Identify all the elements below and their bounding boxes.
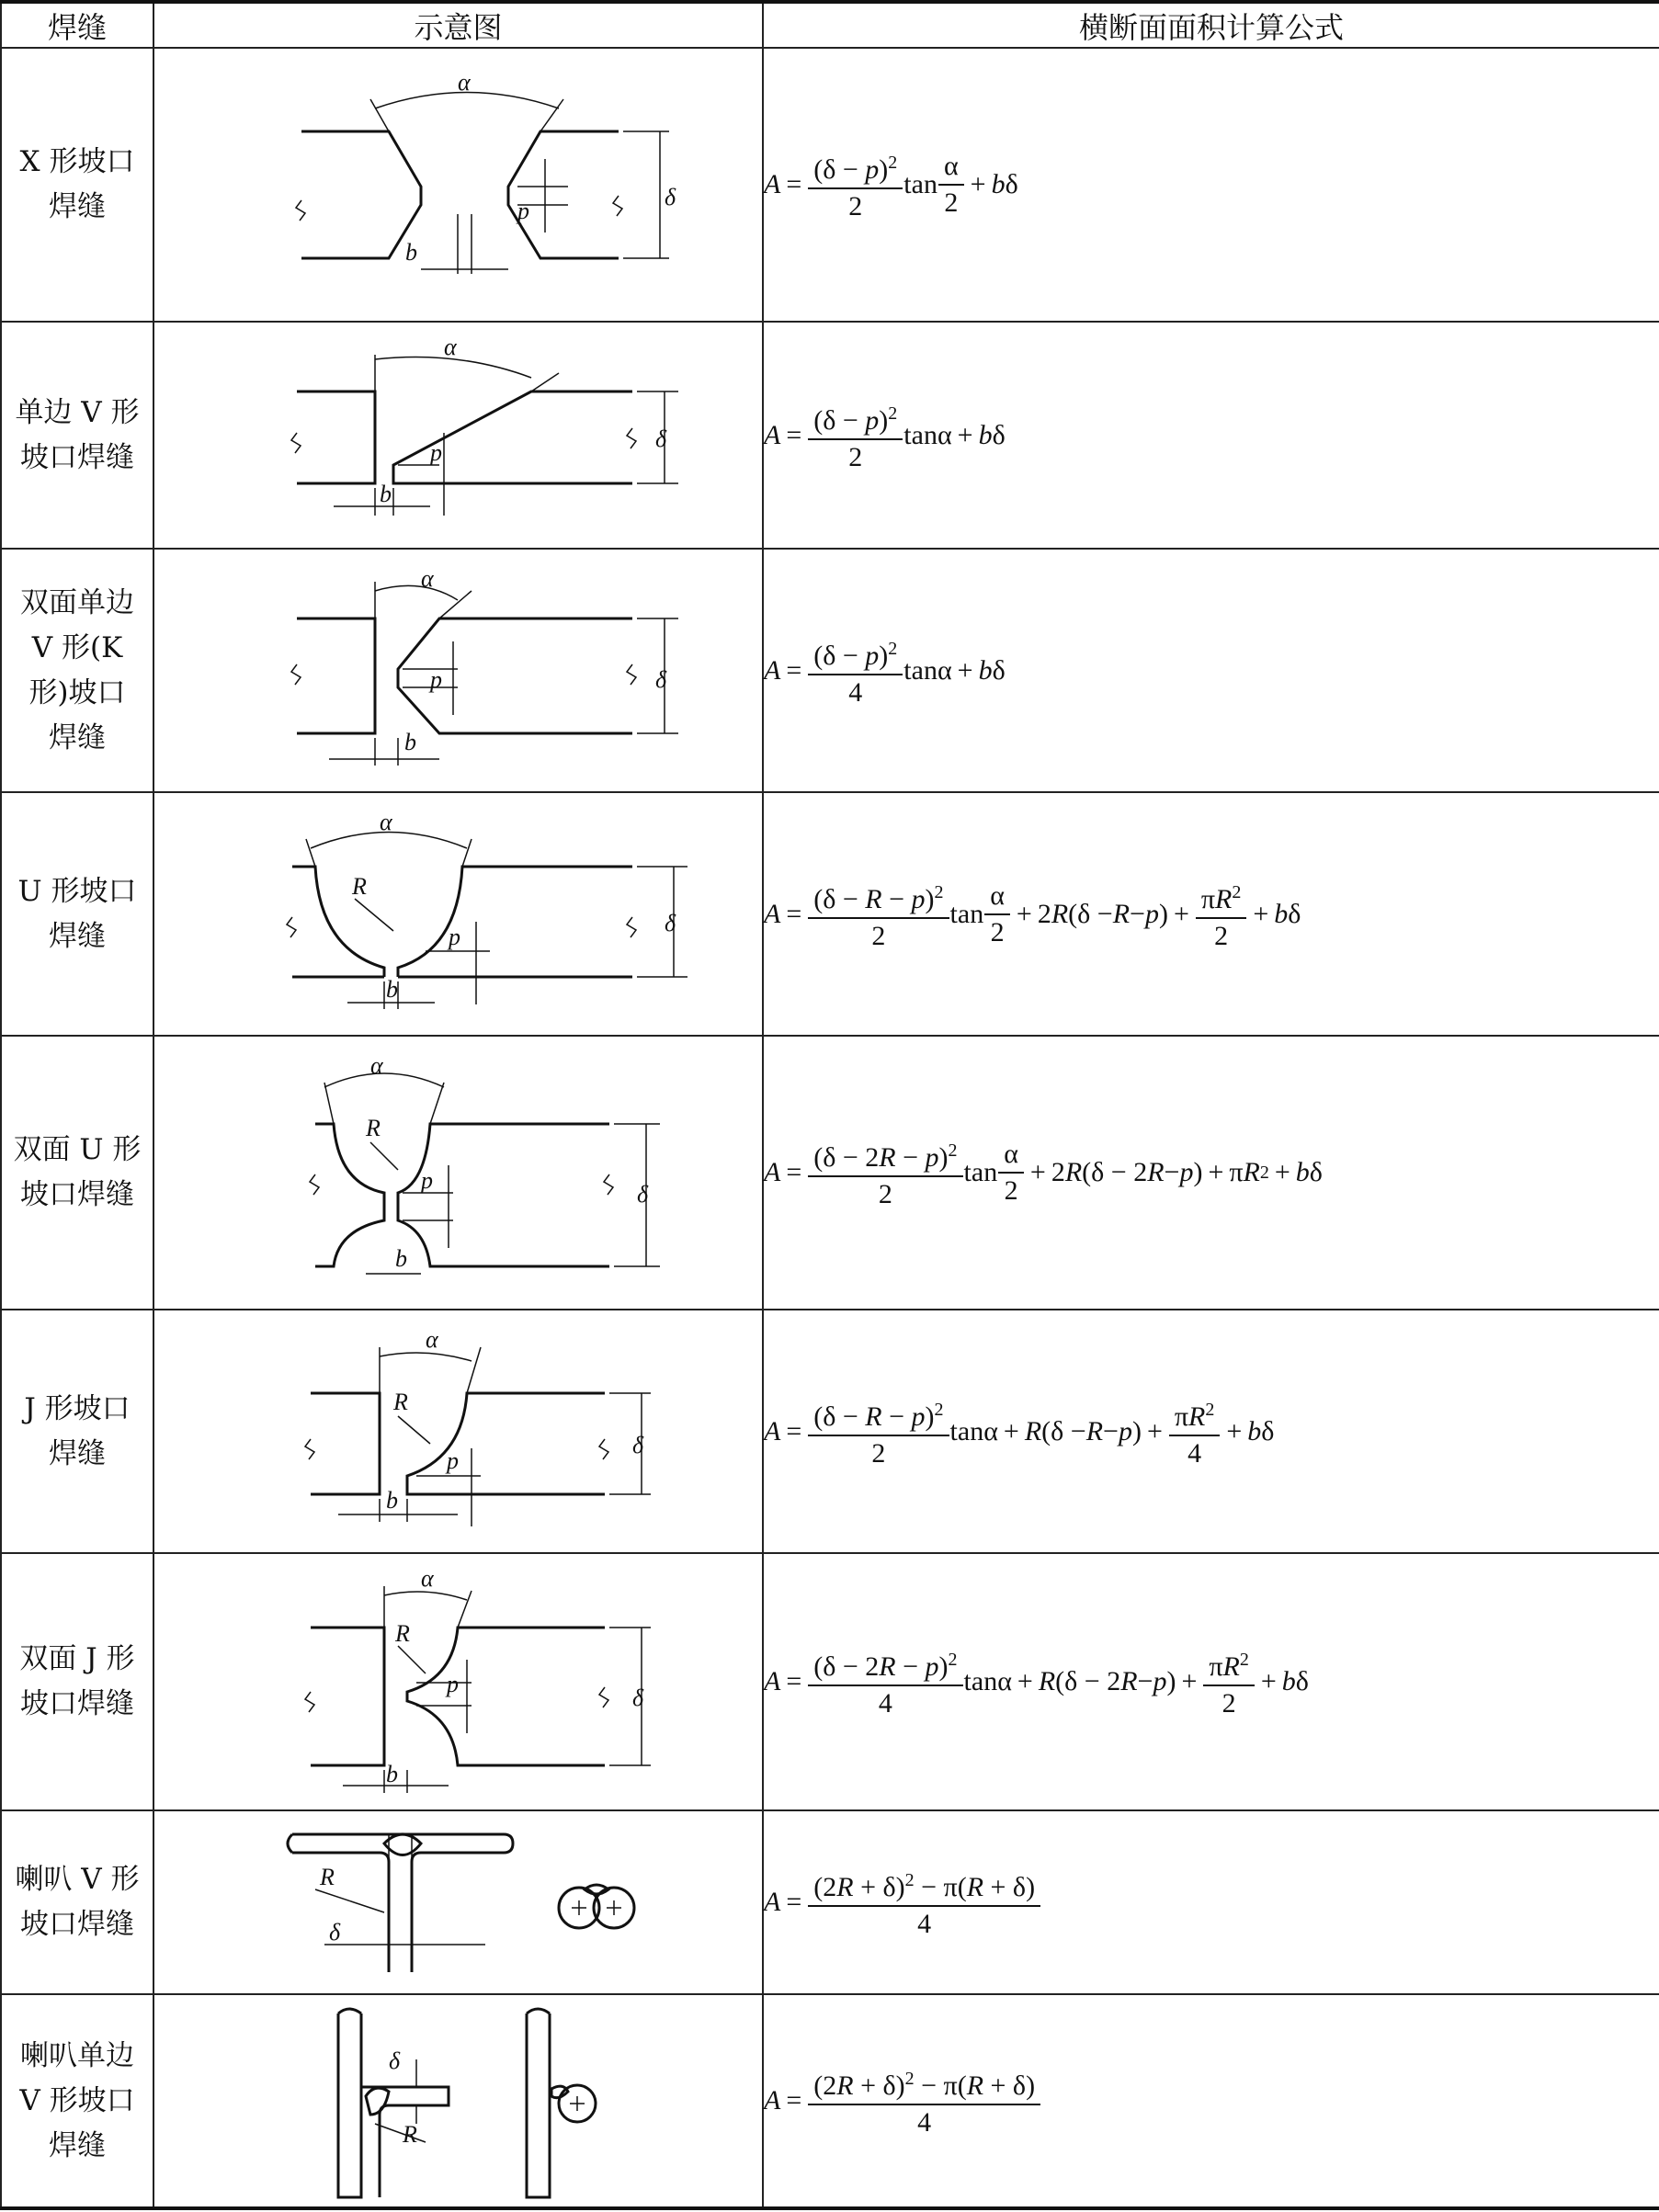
formula-double-u-groove: A = $\frac{(\delta - 2R - p)^2}{2}$ tan $\frac{\alpha}{2}$ + 2 R (δ − 2 R − p ) + π R 2 + b δ bbox=[764, 1133, 1659, 1212]
weld-name: 喇叭单边 V 形坡口 焊缝 bbox=[19, 2038, 135, 2162]
svg-text:b: b bbox=[386, 976, 398, 1003]
formula-flare-v: A = $\frac{(2R + \delta)^2 - \pi(R + \delta)}{4}$ bbox=[764, 1863, 1659, 1942]
svg-text:p: p bbox=[447, 1447, 459, 1474]
svg-text:R: R bbox=[403, 2121, 417, 2148]
header-formula: 横断面面积计算公式 bbox=[763, 2, 1659, 48]
svg-text:p: p bbox=[517, 198, 529, 224]
formula-k-groove: A = $\frac{(\delta - p)^2}{4}$ tanα + b δ bbox=[764, 631, 1659, 710]
table-row bbox=[1, 48, 1659, 322]
formula-x-groove: A = $\frac{(\delta - p)^2}{2}$ tan $\frac{\alpha}{2}$ + b δ bbox=[764, 145, 1659, 224]
svg-text:δ: δ bbox=[665, 184, 676, 210]
svg-text:p: p bbox=[430, 666, 442, 693]
svg-text:α: α bbox=[380, 809, 392, 835]
k-groove-diagram bbox=[154, 550, 764, 791]
svg-text:α: α bbox=[426, 1326, 438, 1353]
svg-text:R: R bbox=[320, 1864, 335, 1890]
flare-v-diagram bbox=[154, 1811, 764, 1993]
j-groove-diagram bbox=[154, 1310, 764, 1552]
formula-u-groove: A = $\frac{(\delta - R - p)^2}{2}$ tan $\frac{\alpha}{2}$ + 2 R (δ − R − p ) + $\frac{\pi R^2}{2}$ + b δ bbox=[764, 875, 1659, 954]
svg-text:R: R bbox=[352, 873, 367, 900]
svg-text:δ: δ bbox=[655, 666, 667, 693]
table-row bbox=[1, 792, 1659, 1036]
svg-text:b: b bbox=[386, 1487, 398, 1514]
weld-name: 双面单边 V 形(K 形)坡口 焊缝 bbox=[20, 585, 134, 754]
header-row bbox=[1, 2, 1659, 48]
svg-text:δ: δ bbox=[632, 1432, 644, 1458]
weld-name: 双面 U 形 坡口焊缝 bbox=[13, 1133, 142, 1211]
svg-text:p: p bbox=[447, 1671, 459, 1697]
svg-text:α: α bbox=[421, 1565, 434, 1592]
header-weld: 焊缝 bbox=[1, 2, 153, 48]
svg-text:δ: δ bbox=[637, 1181, 649, 1208]
weld-name: X 形坡口 焊缝 bbox=[19, 145, 135, 223]
svg-text:p: p bbox=[430, 439, 442, 466]
svg-text:δ: δ bbox=[665, 910, 676, 936]
x-groove-diagram bbox=[154, 49, 764, 321]
svg-text:b: b bbox=[395, 1245, 407, 1272]
u-groove-diagram bbox=[154, 793, 764, 1035]
weld-name: J 形坡口 焊缝 bbox=[24, 1391, 131, 1470]
table-row bbox=[1, 1036, 1659, 1310]
double-u-groove-diagram bbox=[154, 1037, 764, 1309]
svg-text:δ: δ bbox=[632, 1685, 644, 1711]
single-bevel-v-diagram bbox=[154, 323, 764, 548]
table-row bbox=[1, 1994, 1659, 2208]
svg-text:δ: δ bbox=[655, 425, 667, 452]
svg-text:α: α bbox=[444, 334, 457, 360]
svg-text:α: α bbox=[421, 565, 434, 592]
svg-text:b: b bbox=[405, 239, 417, 266]
formula-double-j-groove: A = $\frac{(\delta - 2R - p)^2}{4}$ tanα + R (δ − 2 R − p ) + $\frac{\pi R^2}{2}$ + b δ bbox=[764, 1642, 1659, 1721]
svg-text:p: p bbox=[449, 924, 460, 950]
weld-name: 双面 J 形 坡口焊缝 bbox=[19, 1642, 135, 1720]
table-row bbox=[1, 322, 1659, 549]
table-row bbox=[1, 549, 1659, 792]
svg-text:b: b bbox=[404, 729, 416, 755]
table-row bbox=[1, 1553, 1659, 1810]
svg-text:b: b bbox=[380, 481, 392, 507]
svg-text:R: R bbox=[366, 1115, 381, 1141]
svg-text:R: R bbox=[393, 1389, 408, 1415]
svg-text:δ: δ bbox=[389, 2048, 401, 2074]
formula-j-groove: A = $\frac{(\delta - R - p)^2}{2}$ tanα + R (δ − R − p ) + $\frac{\pi R^2}{4}$ + b δ bbox=[764, 1392, 1659, 1471]
svg-text:b: b bbox=[386, 1761, 398, 1787]
svg-text:δ: δ bbox=[329, 1919, 341, 1945]
formula-single-bevel-v: A = $\frac{(\delta - p)^2}{2}$ tanα + b δ bbox=[764, 396, 1659, 475]
svg-text:α: α bbox=[370, 1052, 383, 1079]
svg-text:R: R bbox=[395, 1620, 410, 1647]
weld-name: U 形坡口 焊缝 bbox=[17, 874, 137, 953]
svg-text:p: p bbox=[421, 1167, 433, 1194]
header-diagram: 示意图 bbox=[153, 2, 763, 48]
weld-name: 喇叭 V 形 坡口焊缝 bbox=[15, 1863, 140, 1941]
table-row bbox=[1, 1810, 1659, 1994]
formula-flare-single-bevel-v: A = $\frac{(2R + \delta)^2 - \pi(R + \delta)}{4}$ bbox=[764, 2061, 1659, 2140]
double-j-groove-diagram bbox=[154, 1554, 764, 1809]
flare-single-bevel-v-diagram bbox=[154, 1995, 764, 2206]
svg-text:α: α bbox=[458, 69, 471, 96]
weld-name: 单边 V 形 坡口焊缝 bbox=[15, 395, 140, 474]
table-row bbox=[1, 1310, 1659, 1553]
